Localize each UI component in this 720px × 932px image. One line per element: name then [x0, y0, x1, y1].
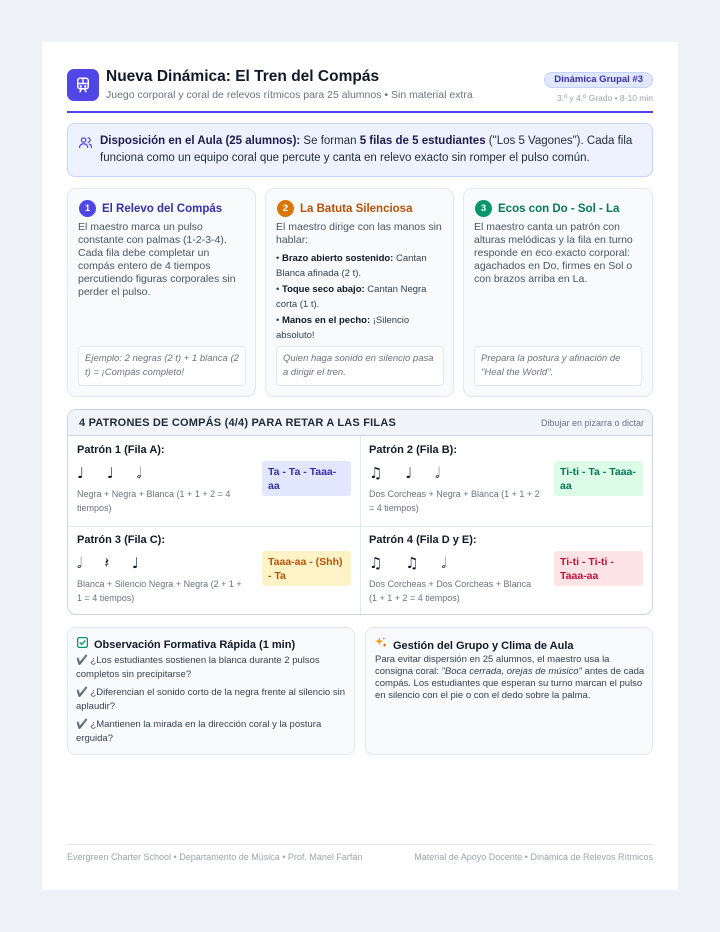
list-item: • Brazo abierto sostenido: Cantan Blanca afinada (2 t).	[276, 253, 427, 279]
card-title: La Batuta Silenciosa	[300, 202, 413, 215]
footer-material: Material de Apoyo Docente • Dinámica de Relevos Rítmicos	[414, 852, 653, 862]
pattern-notes: 𝅗𝅥 𝄽 ♩	[77, 554, 148, 572]
sparkle-icon	[374, 636, 388, 655]
step-number: 3	[475, 200, 492, 217]
box-title: Observación Formativa Rápida (1 min)	[94, 639, 296, 651]
group-management-box	[365, 627, 653, 755]
pattern-syllables: Taaa-aa - (Shh) - Ta	[262, 551, 351, 586]
rhythm-patterns-panel	[67, 409, 653, 615]
pattern-title: Patrón 3 (Fila C):	[77, 534, 166, 546]
activity-card-2	[265, 188, 454, 397]
users-icon	[78, 135, 93, 155]
card-title: Ecos con Do - Sol - La	[498, 202, 620, 215]
activity-badge: Dinámica Grupal #3	[544, 72, 653, 88]
list-item: • Toque seco abajo: Cantan Negra corta (1 t).	[276, 284, 427, 310]
management-text-part: antes de cada compás. Los estudiantes que esperan su turno marcan el pulso en silencio con el pie o con el dedo sobre la palma.	[375, 666, 645, 701]
card-body: El maestro marca un pulso constante con palmas (1-2-3-4). Cada fila debe completar un compás entero de 4 tiempos percutiendo figuras corporales sin perder el pulso.	[78, 221, 236, 298]
patterns-hint: Dibujar en pizarra o dictar	[540, 418, 644, 428]
pattern-notes: ♫ ♩ 𝅗𝅥	[369, 464, 449, 482]
pattern-notes: ♫ ♫ 𝅗𝅥	[369, 554, 456, 572]
pattern-description: Blanca + Silencio Negra + Negra (2 + 1 + 1 = 4 tiempos)	[77, 579, 242, 603]
list-item-text: Cantan Negra corta (1 t).	[276, 284, 427, 310]
list-item: • Manos en el pecho: ¡Silencio absoluto!	[276, 315, 410, 341]
worksheet-page	[42, 42, 678, 890]
notice-text	[100, 133, 640, 166]
card-note: Prepara la postura y afinación de "Heal the World".	[474, 346, 642, 386]
header	[67, 68, 653, 110]
card-header	[475, 200, 619, 217]
card-body: El maestro canta un patrón con alturas melódicas y la fila en turno responde en eco exacto corporal: agachados en Do, firmes en Sol o con brazos arriba en La.	[474, 221, 633, 285]
management-quote: "Boca cerrada, orejas de músico"	[441, 666, 582, 677]
header-divider	[67, 111, 653, 113]
checklist-item: ✔️ ¿Mantienen la mirada en la dirección coral y la postura erguida?	[76, 719, 322, 744]
box-header	[374, 636, 574, 655]
notice-highlight: 5 filas de 5 estudiantes	[359, 135, 486, 147]
card-header	[79, 200, 222, 217]
activity-card-1	[67, 188, 256, 397]
pattern-syllables: Ti-ti - Ti-ti - Taaa-aa	[554, 551, 643, 586]
card-note: Quien haga sonido en silencio pasa a dirigir el tren.	[276, 346, 444, 386]
footer-divider	[67, 844, 653, 845]
pattern-description: Dos Corcheas + Negra + Blanca (1 + 1 + 2 = 4 tiempos)	[369, 489, 540, 513]
pattern-cell-2	[360, 436, 653, 526]
card-body	[276, 221, 446, 343]
checklist-item: ✔️ ¿Los estudiantes sostienen la blanca durante 2 pulsos completos sin precipitarse?	[76, 655, 320, 680]
management-text	[375, 654, 647, 702]
pattern-notes: ♩ ♩ 𝅗𝅥	[77, 464, 151, 482]
page-title: Nueva Dinámica: El Tren del Compás	[106, 68, 380, 85]
list-item-label: Toque seco abajo:	[281, 284, 365, 295]
step-number: 1	[79, 200, 96, 217]
box-header	[76, 636, 295, 654]
pattern-cell-4	[360, 526, 653, 615]
pattern-cell-3	[68, 526, 361, 615]
patterns-title: 4 PATRONES DE COMPÁS (4/4) PARA RETAR A LAS FILAS	[79, 417, 397, 429]
checklist-item: ✔️ ¿Diferencian el sonido corto de la negra frente al silencio sin aplaudir?	[76, 687, 345, 712]
pattern-description: Negra + Negra + Blanca (1 + 1 + 2 = 4 tiempos)	[77, 489, 231, 513]
list-item-text: ¡Silencio absoluto!	[276, 315, 410, 341]
classroom-layout-notice	[67, 123, 653, 177]
step-number: 2	[277, 200, 294, 217]
formative-observation-box	[67, 627, 355, 755]
card-note: Ejemplo: 2 negras (2 t) + 1 blanca (2 t) = ¡Compás completo!	[78, 346, 246, 386]
grade-duration: 3.º y 4.º Grado • 8-10 min	[556, 93, 653, 103]
box-title: Gestión del Grupo y Clima de Aula	[393, 639, 574, 652]
management-text-part: Para evitar dispersión en 25 alumnos, el maestro usa la consigna coral:	[375, 654, 610, 677]
pattern-cell-1	[68, 436, 361, 526]
notice-text-part: ("Los 5 Vagones"). Cada fila funciona como un equipo coral que percute y canta en relevo exacto sin romper el pulso común.	[100, 135, 633, 164]
footer-school: Evergreen Charter School • Departamento de Música • Prof. Manel Farfán	[67, 852, 363, 862]
patterns-header	[68, 410, 653, 436]
notice-text-part: Se forman	[300, 135, 360, 147]
pattern-description: Dos Corcheas + Dos Corcheas + Blanca (1 + 1 + 2 = 4 tiempos)	[369, 579, 532, 603]
list-item-label: Manos en el pecho:	[281, 315, 371, 326]
card-header	[277, 200, 412, 217]
pattern-title: Patrón 1 (Fila A):	[77, 444, 165, 456]
checkbox-icon	[76, 636, 89, 654]
list-item-label: Brazo abierto sostenido:	[281, 253, 394, 264]
notice-label: Disposición en el Aula (25 alumnos):	[100, 135, 301, 147]
pattern-syllables: Ta - Ta - Taaa-aa	[262, 461, 351, 496]
checklist	[76, 654, 346, 750]
list-item-text: Cantan Blanca afinada (2 t).	[276, 253, 427, 279]
activity-card-3	[463, 188, 653, 397]
card-intro: El maestro dirige con las manos sin hablar:	[276, 221, 442, 246]
card-title: El Relevo del Compás	[102, 202, 223, 215]
pattern-title: Patrón 2 (Fila B):	[369, 444, 458, 456]
train-icon	[67, 69, 99, 101]
pattern-syllables: Ti-ti - Ta - Taaa-aa	[554, 461, 643, 496]
pattern-title: Patrón 4 (Fila D y E):	[369, 534, 477, 546]
worksheet-content	[67, 68, 653, 744]
page-subtitle: Juego corporal y coral de relevos rítmicos para 25 alumnos • Sin material extra	[106, 89, 473, 101]
